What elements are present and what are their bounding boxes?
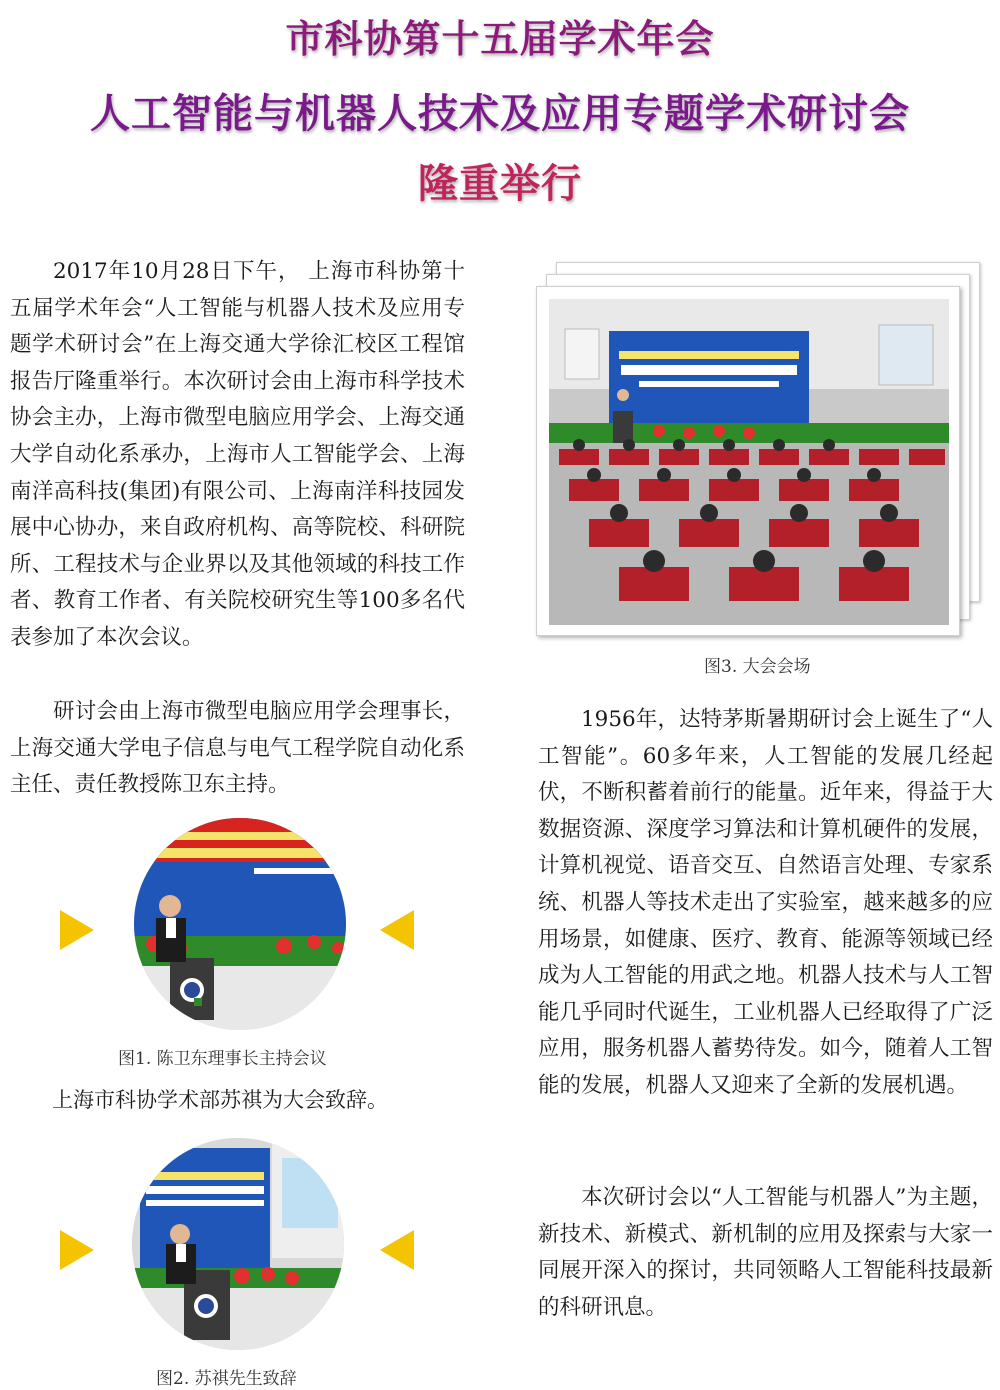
figure-1-photo-image: [134, 818, 346, 1030]
yellow-arrow-left-icon: [380, 910, 414, 950]
yellow-arrow-right-icon: [60, 910, 94, 950]
intro-paragraph: 2017年10月28日下午， 上海市科协第十五届学术年会“人工智能与机器人技术及应用专题学术研讨会”在上海交通大学徐汇校区工程馆报告厅隆重举行。本次研讨会由上海市科学技术协会主办，上海市微型电脑应用学会、上海交通大学自动化系承办，上海市人工智能学会、上海南洋高科技(集团)有限公司、上海南洋科技园发展中心协办，来自政府机构、高等院校、科研院所、工程技术与企业界以及其他领域的科技工作者、教育工作者、有关院校研究生等100多名代表参加了本次会议。: [10, 259, 465, 650]
theme-paragraph: 本次研讨会以“人工智能与机器人”为主题，新技术、新模式、新机制的应用及探索与大家一同展开深入的探讨，共同领略人工智能科技最新的科研讯息。: [538, 1185, 993, 1320]
figure-1-photo: [134, 818, 346, 1030]
history-paragraph: 1956年，达特茅斯暑期研讨会上诞生了“人工智能”。60多年来，人工智能的发展几经起伏，不断积蓄着前行的能量。近年来，得益于大数据资源、深度学习算法和计算机硬件的发展，计算机视觉、语音交互、自然语言处理、专家系统、机器人等技术走出了实验室，越来越多的应用场景，如健康、医疗、教育、能源等领域已经成为人工智能的用武之地。机器人技术与人工智能几乎同时代诞生，工业机器人已经取得了广泛应用，服务机器人蓄势待发。如今，随着人工智能的发展，机器人又迎来了全新的发展机遇。: [538, 707, 993, 1098]
yellow-arrow-right-icon: [60, 1230, 94, 1270]
title-line-3: 隆重举行: [418, 161, 582, 207]
figure-2-photo-image: [132, 1138, 344, 1350]
title-line-1: 市科协第十五届学术年会: [285, 17, 715, 61]
speech-sentence: 上海市科协学术部苏祺为大会致辞。: [52, 1088, 388, 1112]
host-paragraph: 研讨会由上海市微型电脑应用学会理事长，上海交通大学电子信息与电气工程学院自动化系主任、责任教授陈卫东主持。: [10, 699, 465, 798]
figure-1-caption: 图1. 陈卫东理事长主持会议: [118, 1049, 327, 1069]
figure-3-caption: 图3. 大会会场: [704, 657, 811, 677]
title-line-2: 人工智能与机器人技术及应用专题学术研讨会: [90, 91, 910, 137]
figure-3-photo: [536, 286, 960, 636]
figure-2-caption: 图2. 苏祺先生致辞: [156, 1369, 297, 1389]
figure-3-photo-image: [549, 299, 949, 625]
yellow-arrow-left-icon: [380, 1230, 414, 1270]
figure-2-photo: [132, 1138, 344, 1350]
